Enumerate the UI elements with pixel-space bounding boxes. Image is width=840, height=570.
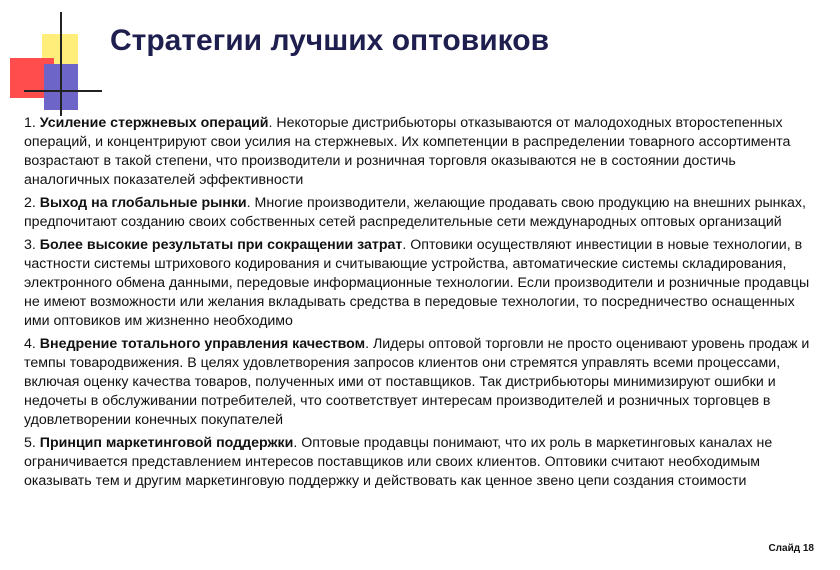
slide-number: Слайд 18 bbox=[768, 543, 814, 554]
item-heading: Усиление стержневых операций bbox=[39, 115, 269, 131]
list-item bbox=[24, 335, 816, 430]
item-text: . Некоторые дистрибьюторы отказываются от малодоходных второстепенных операций, и концентрируют свои усилия на стержневых. Их компетенции в распределении товарного ассортимента возрастают в такой степени, что производители и розничная торговля оказываются не в состоянии достичь аналогичных показателей эффективности bbox=[24, 115, 791, 188]
item-text: . Оптовые продавцы понимают, что их роль в маркетинговых каналах не ограничивается представлением интересов поставщиков или своих клиентов. Оптовики считают необходимым оказывать тем и другим маркетинговую поддержку и действовать как ценное звено цепи создания стоимости bbox=[24, 435, 773, 489]
item-heading: Внедрение тотального управления качеством bbox=[39, 336, 366, 352]
item-number: 2. bbox=[24, 195, 36, 211]
item-number: 5. bbox=[24, 435, 36, 451]
logo-horizontal-line bbox=[24, 90, 102, 92]
list-item bbox=[24, 194, 816, 232]
item-heading: Выход на глобальные рынки bbox=[39, 195, 247, 211]
item-number: 4. bbox=[24, 336, 36, 352]
slide-title: Стратегии лучших оптовиков bbox=[110, 24, 550, 57]
item-number: 3. bbox=[24, 237, 36, 253]
item-text: . Многие производители, желающие продавать свою продукцию на внешних рынках, предпочитают созданию своих собственных сетей распределительные сети международных оптовых организаций bbox=[24, 195, 806, 230]
content-body bbox=[24, 114, 816, 495]
list-item bbox=[24, 434, 816, 491]
item-heading: Более высокие результаты при сокращении затрат bbox=[39, 237, 403, 253]
item-number: 1. bbox=[24, 115, 36, 131]
item-text: . Оптовики осуществляют инвестиции в новые технологии, в частности системы штрихового кодирования и считывающие устройства, автоматические системы складирования, электронного обмена данными, передовые информационные технологии. Если производители и розничные продавцы не имеют возможности или желания вкладывать средства в передовые технологии, то посредничество оснащенных ими оптовиков им жизненно необходимо bbox=[24, 237, 810, 329]
list-item bbox=[24, 114, 816, 190]
item-text: . Лидеры оптовой торговли не просто оценивают уровень продаж и темпы товародвижения. В целях удовлетворения запросов клиентов они стремятся управлять всеми процессами, включая оценку качества товаров, полученных ими от поставщиков. Так дистрибьюторы минимизируют ошибки и недочеты в обслуживании потребителей, что соответствует интересам производителей и розничных торговцев в удовлетворении конечных покупателей bbox=[24, 336, 810, 428]
list-item bbox=[24, 236, 816, 331]
logo-vertical-line bbox=[60, 12, 62, 116]
item-heading: Принцип маркетинговой поддержки bbox=[39, 435, 294, 451]
